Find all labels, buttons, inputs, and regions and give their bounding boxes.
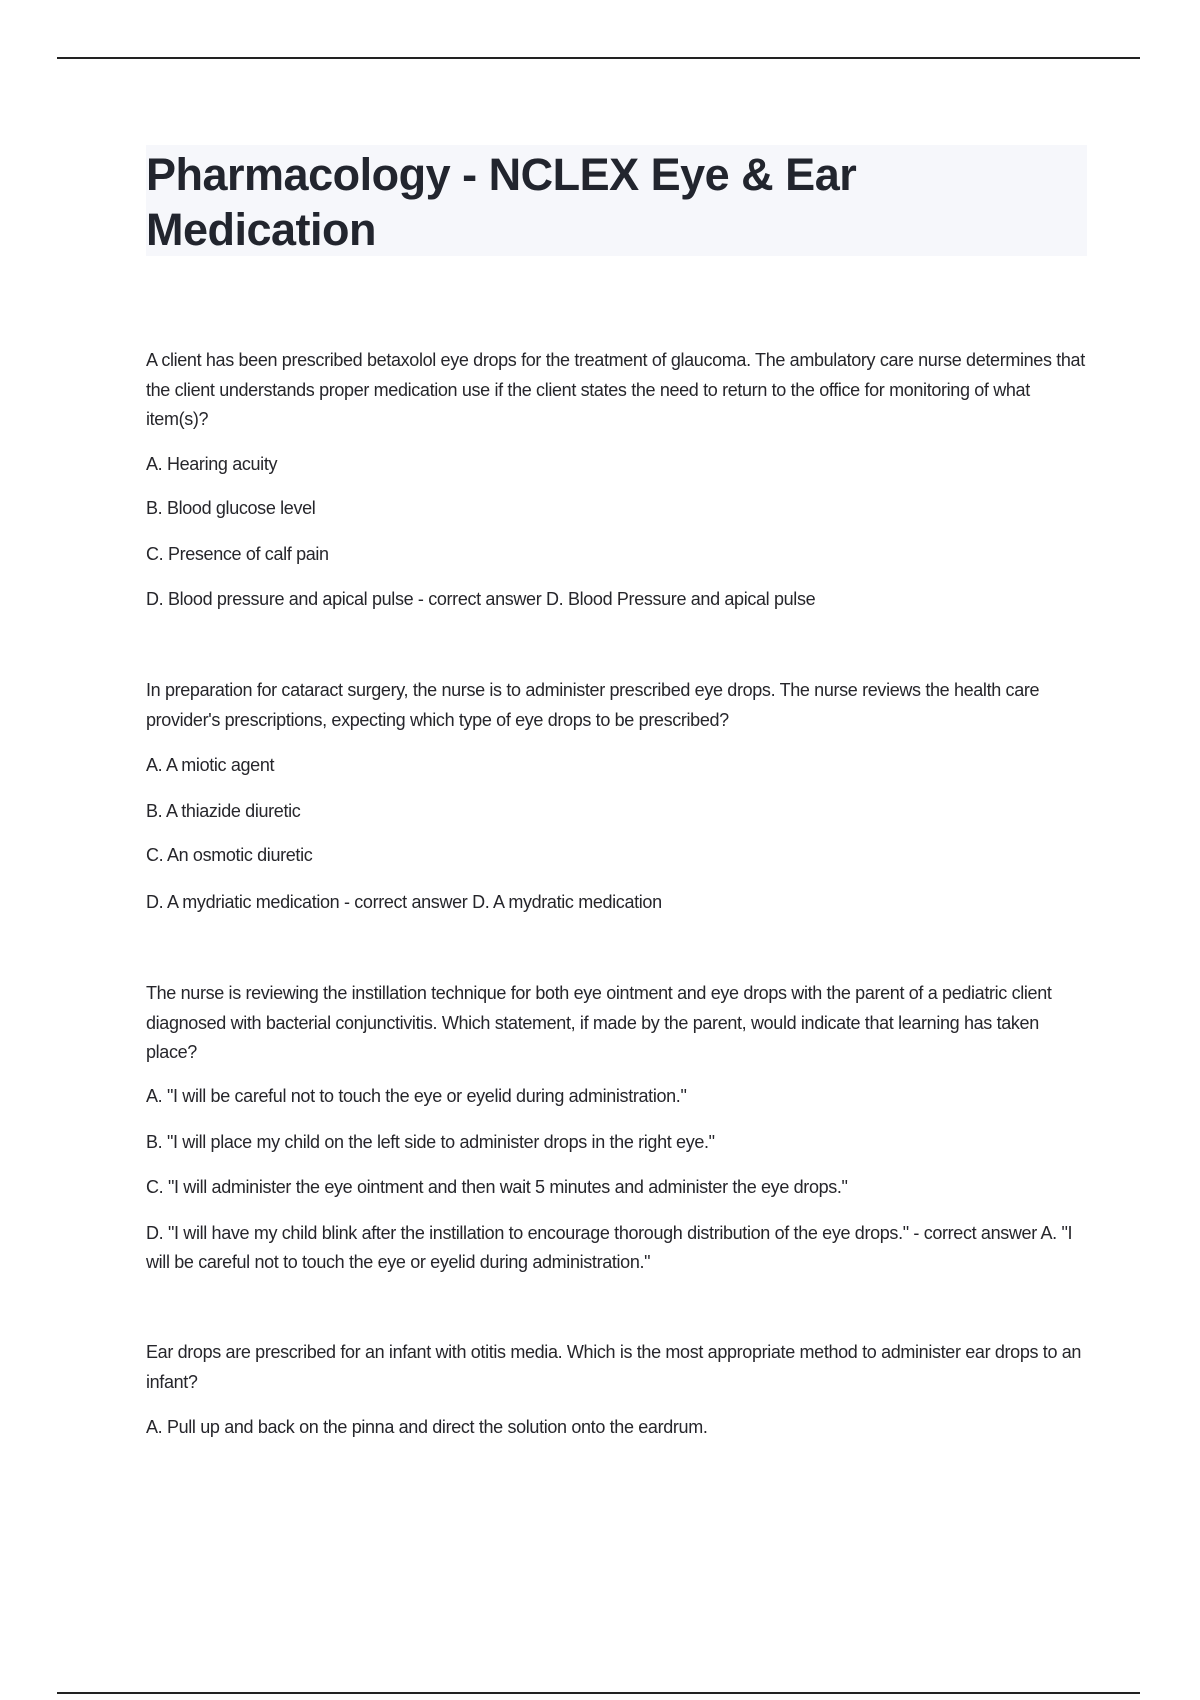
page-title: Pharmacology - NCLEX Eye & Ear Medication — [146, 149, 857, 255]
question-1 — [146, 346, 1086, 609]
answer-option: D. Blood pressure and apical pulse - correct answer D. Blood Pressure and apical pulse — [146, 589, 816, 609]
question-4 — [146, 1338, 1086, 1437]
header-rule — [57, 57, 1140, 59]
question-text: The nurse is reviewing the instillation technique for both eye ointment and eye drops with the parent of a pediatric client diagnosed with bacterial conjunctivitis. Which statement, if made by the parent, would indicate that learning has taken place? — [146, 983, 1052, 1062]
question-2 — [146, 676, 1086, 912]
answer-option: C. An osmotic diuretic — [146, 845, 313, 865]
question-3 — [146, 979, 1086, 1272]
answer-option: B. A thiazide diuretic — [146, 801, 301, 821]
answer-option: A. Hearing acuity — [146, 454, 278, 474]
question-text: A client has been prescribed betaxolol eye drops for the treatment of glaucoma. The ambulatory care nurse determines that the client understands proper medication use if the client states the need to return to the office for monitoring of what item(s)? — [146, 350, 1085, 429]
answer-option: B. Blood glucose level — [146, 498, 316, 518]
answer-option: A. "I will be careful not to touch the eye or eyelid during administration." — [146, 1086, 687, 1106]
question-text: In preparation for cataract surgery, the nurse is to administer prescribed eye drops. The nurse reviews the health care provider's prescriptions, expecting which type of eye drops to be prescribed? — [146, 680, 1040, 730]
question-text: Ear drops are prescribed for an infant with otitis media. Which is the most appropriate method to administer ear drops to an infant? — [146, 1342, 1082, 1392]
answer-option: A. Pull up and back on the pinna and direct the solution onto the eardrum. — [146, 1417, 708, 1437]
title-box — [146, 145, 1087, 256]
answer-option: C. Presence of calf pain — [146, 544, 329, 564]
answer-option: D. A mydriatic medication - correct answer D. A mydratic medication — [146, 892, 662, 912]
answer-option: D. "I will have my child blink after the instillation to encourage thorough distribution of the eye drops." - correct answer A. "I will be careful not to touch the eye or eyelid during administration." — [146, 1223, 1073, 1272]
footer-rule — [57, 1692, 1140, 1694]
answer-option: C. "I will administer the eye ointment and then wait 5 minutes and administer the eye drops." — [146, 1177, 848, 1197]
answer-option: A. A miotic agent — [146, 755, 275, 775]
answer-option: B. "I will place my child on the left side to administer drops in the right eye." — [146, 1132, 715, 1152]
